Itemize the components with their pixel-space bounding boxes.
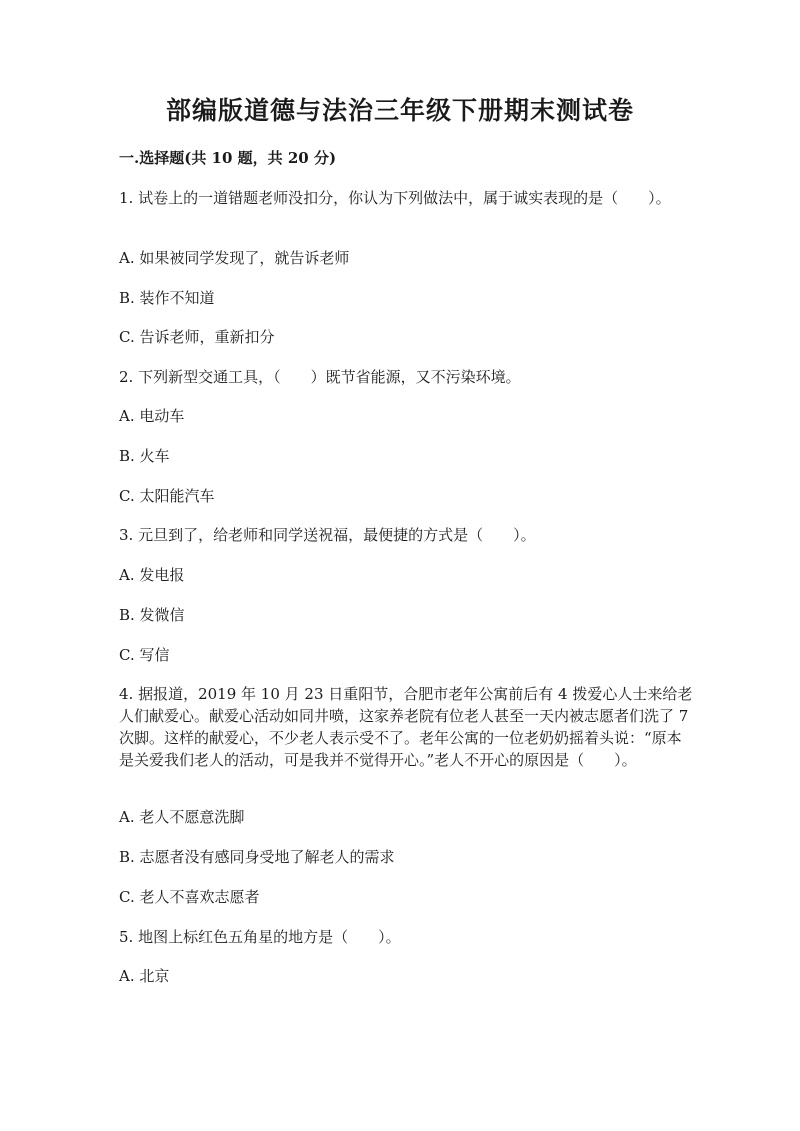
question-2-option-b: B. 火车 [119, 447, 170, 465]
page-title: 部编版道德与法治三年级下册期末测试卷 [165, 96, 634, 125]
question-2-option-a: A. 电动车 [119, 407, 185, 425]
question-stem-2: 2. 下列新型交通工具，（ ）既节省能源，又不污染环境。 [119, 368, 521, 386]
question-2-option-c: C. 太阳能汽车 [119, 487, 215, 505]
section-heading: 一.选择题(共 10 题，共 20 分) [119, 149, 337, 167]
question-1-option-b: B. 装作不知道 [119, 289, 215, 307]
question-5-option-a: A. 北京 [119, 967, 170, 985]
question-stem-3: 3. 元旦到了，给老师和同学送祝福，最便捷的方式是（ ）。 [119, 526, 536, 544]
question-4-option-b: B. 志愿者没有感同身受地了解老人的需求 [119, 848, 395, 866]
question-3-option-c: C. 写信 [119, 646, 170, 664]
question-3-option-a: A. 发电报 [119, 566, 185, 584]
question-stem-4: 4. 据报道，2019 年 10 月 23 日重阳节，合肥市老年公寓前后有 4 拨爱心人士来给老人们献爱心。献爱心活动如同井喷，这家养老院有位老人甚至一天内被志愿者们洗了 7 次脚。这样的献爱心，不少老人表示受不了。老年公寓的一位老奶奶摇着头说：“原本是关爱我们老人的活动，可是我并不觉得开心。”老人不开心的原因是（ ）。 [119, 685, 693, 769]
question-4-option-c: C. 老人不喜欢志愿者 [119, 888, 260, 906]
question-stem-5: 5. 地图上标红色五角星的地方是（ ）。 [119, 928, 401, 946]
question-3-option-b: B. 发微信 [119, 606, 185, 624]
question-1-option-a: A. 如果被同学发现了，就告诉老师 [119, 249, 350, 267]
question-1-option-c: C. 告诉老师，重新扣分 [119, 328, 275, 346]
question-stem-1: 1. 试卷上的一道错题老师没扣分，你认为下列做法中，属于诚实表现的是（ ）。 [119, 189, 671, 207]
question-4-option-a: A. 老人不愿意洗脚 [119, 808, 245, 826]
